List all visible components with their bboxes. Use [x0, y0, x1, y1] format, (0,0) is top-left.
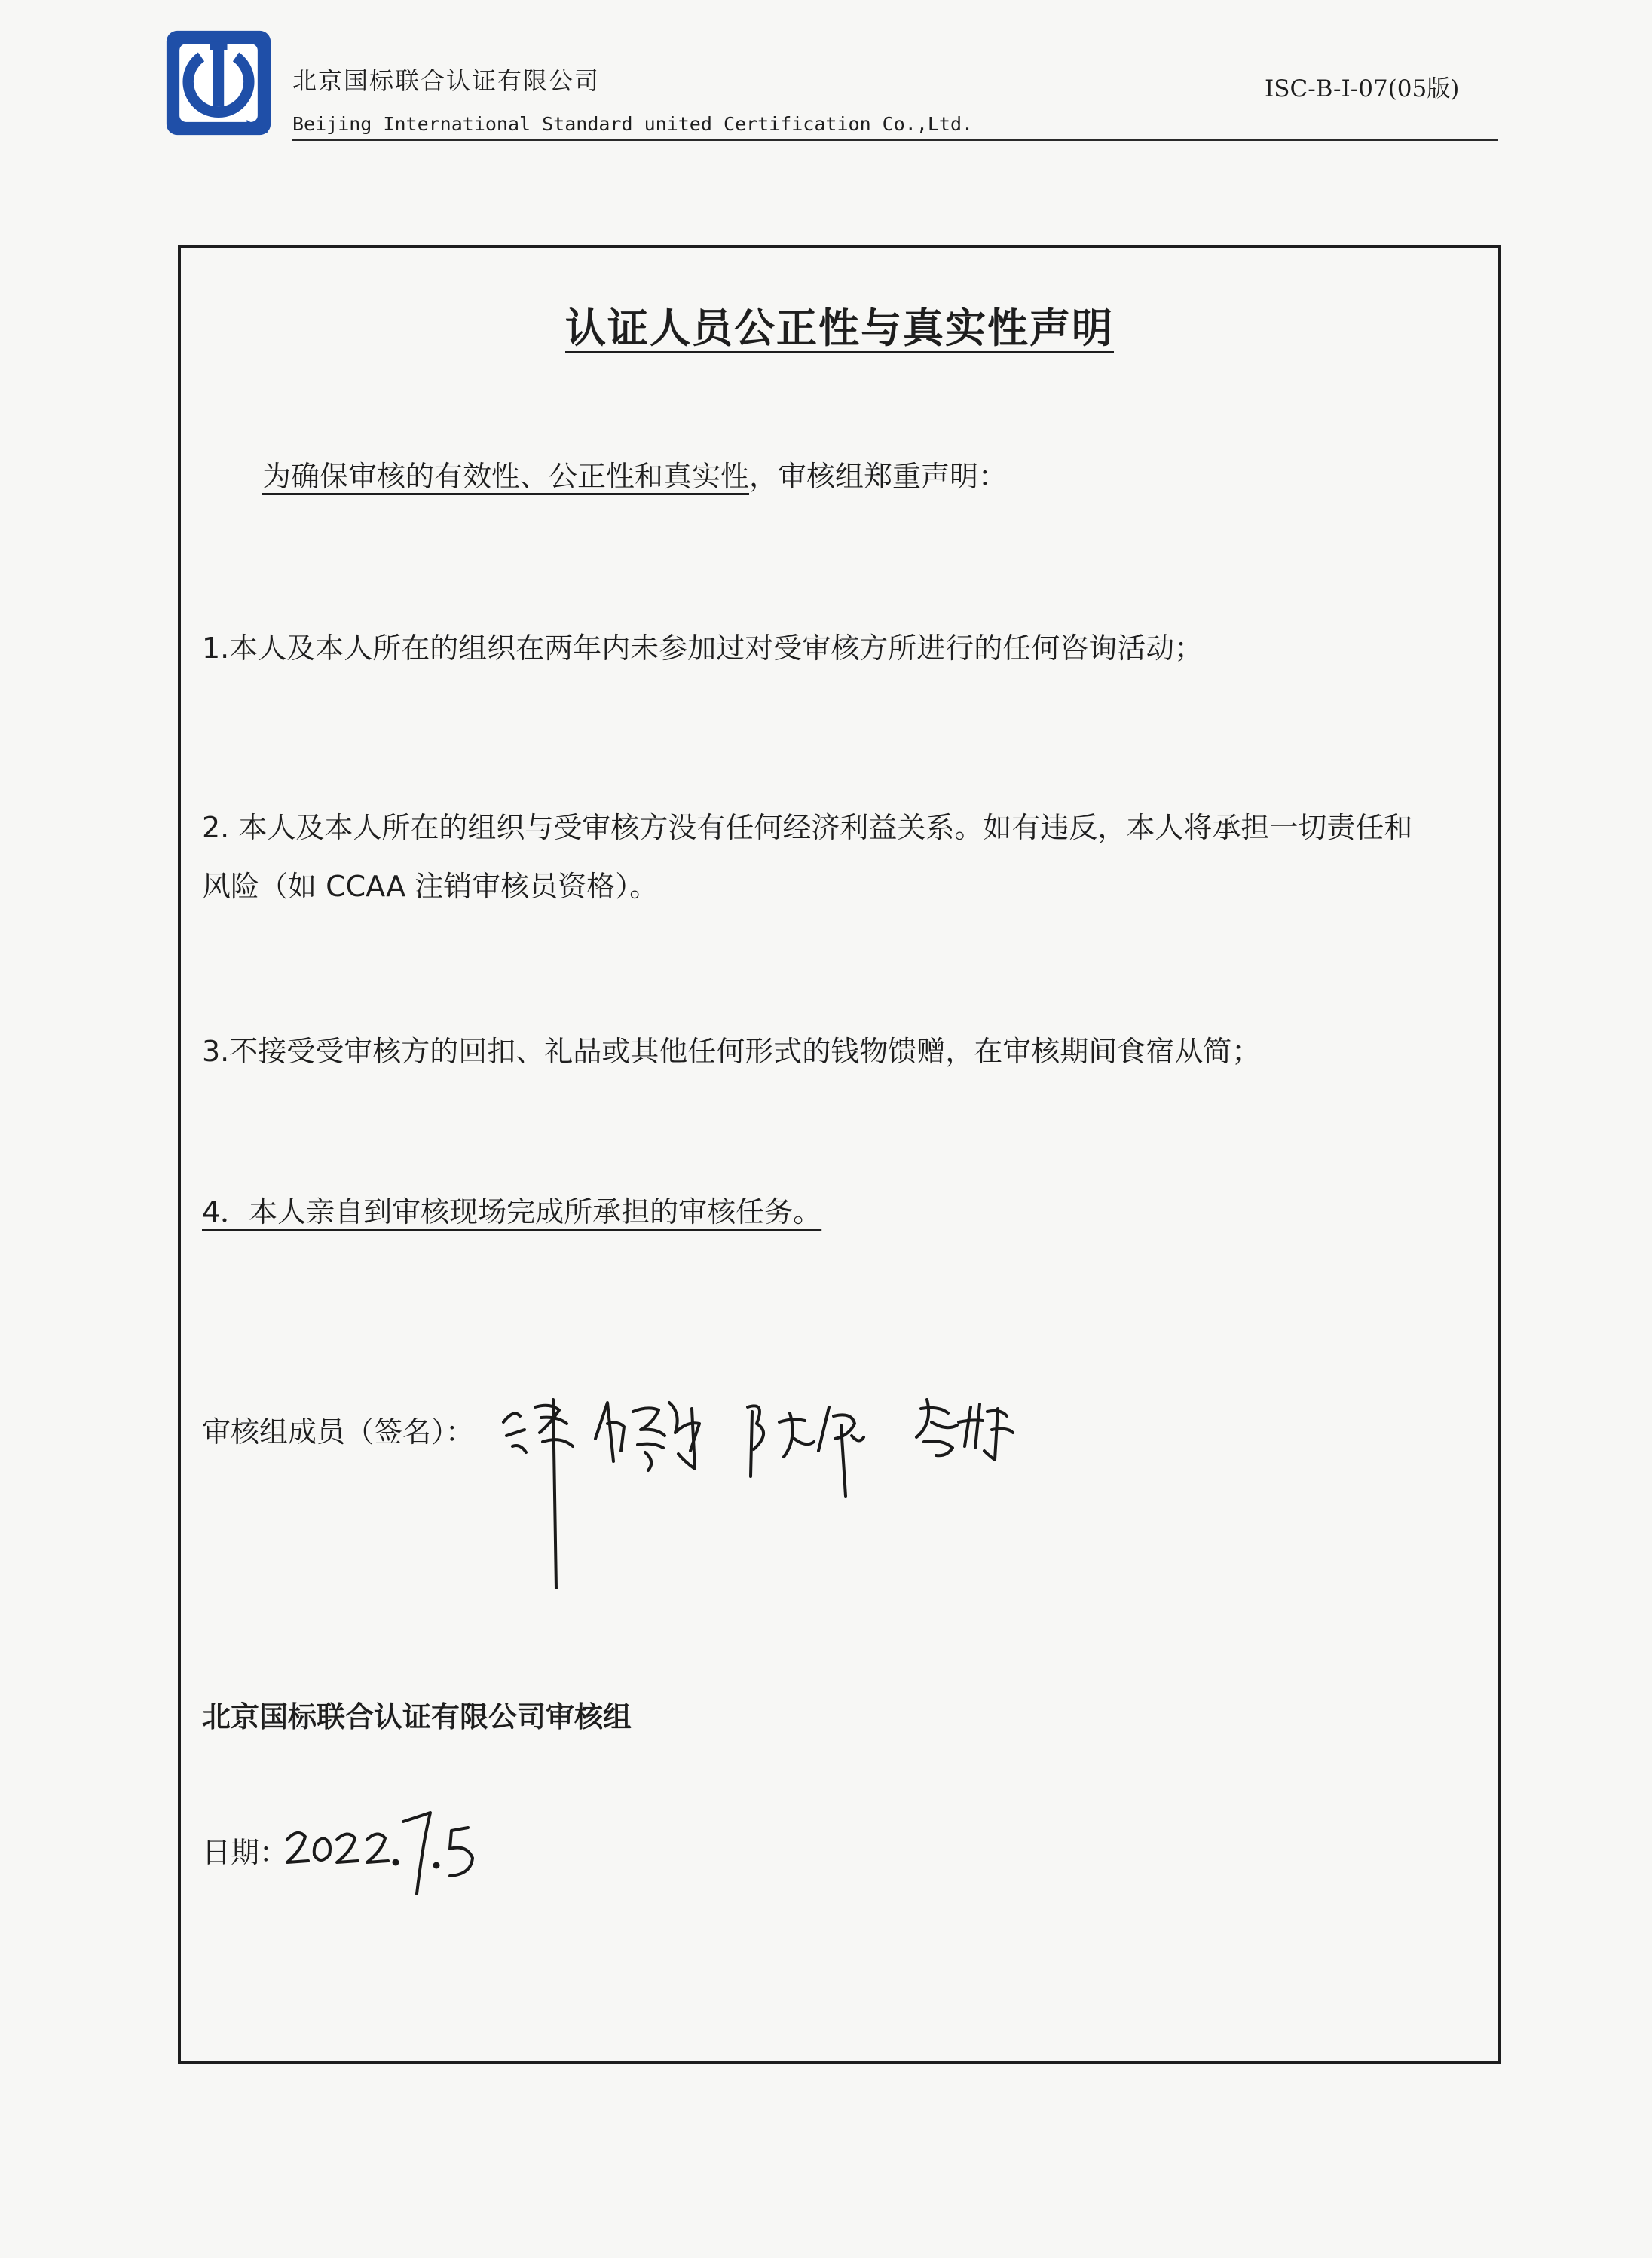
signature-1 — [503, 1400, 573, 1589]
signature-4 — [916, 1400, 1013, 1460]
company-logo-icon — [164, 29, 273, 137]
signature-3 — [748, 1406, 864, 1496]
form-code: ISC-B-I-07(05版) — [1265, 75, 1460, 102]
company-name-en: Beijing International Standard united Certification Co.,Ltd. — [292, 113, 974, 135]
intro-rest: ，审核组郑重声明： — [749, 460, 1008, 493]
declaration-item-1: 1.本人及本人所在的组织在两年内未参加过对受审核方所进行的任何咨询活动； — [202, 632, 1204, 665]
handwritten-signatures — [497, 1363, 1115, 1589]
signature-2 — [595, 1403, 699, 1470]
date-label: 日期： — [202, 1836, 289, 1869]
header-divider — [292, 139, 1498, 141]
intro-statement — [262, 453, 1007, 494]
declaration-item-3: 3.不接受受审核方的回扣、礼品或其他任何形式的钱物馈赠，在审核期间食宿从简； — [202, 1035, 1261, 1068]
organization-name: 北京国标联合认证有限公司审核组 — [202, 1700, 632, 1733]
page-title — [181, 296, 1498, 354]
title-text: 认证人员公正性与真实性声明 — [565, 304, 1114, 352]
declaration-frame — [178, 245, 1501, 2064]
signature-label: 审核组成员（签名）： — [202, 1415, 475, 1449]
company-name-cn: 北京国标联合认证有限公司 — [292, 66, 601, 95]
handwritten-date — [283, 1805, 501, 1903]
declaration-item-4: 4．本人亲自到审核现场完成所承担的审核任务。 — [202, 1195, 822, 1228]
declaration-item-2-line-2: 风险（如 CCAA 注销审核员资格）。 — [202, 870, 659, 903]
intro-underlined: 为确保审核的有效性、公正性和真实性 — [262, 460, 750, 493]
declaration-item-2-line-1: 2. 本人及本人所在的组织与受审核方没有任何经济利益关系。如有违反，本人将承担一切责任和 — [202, 811, 1413, 844]
